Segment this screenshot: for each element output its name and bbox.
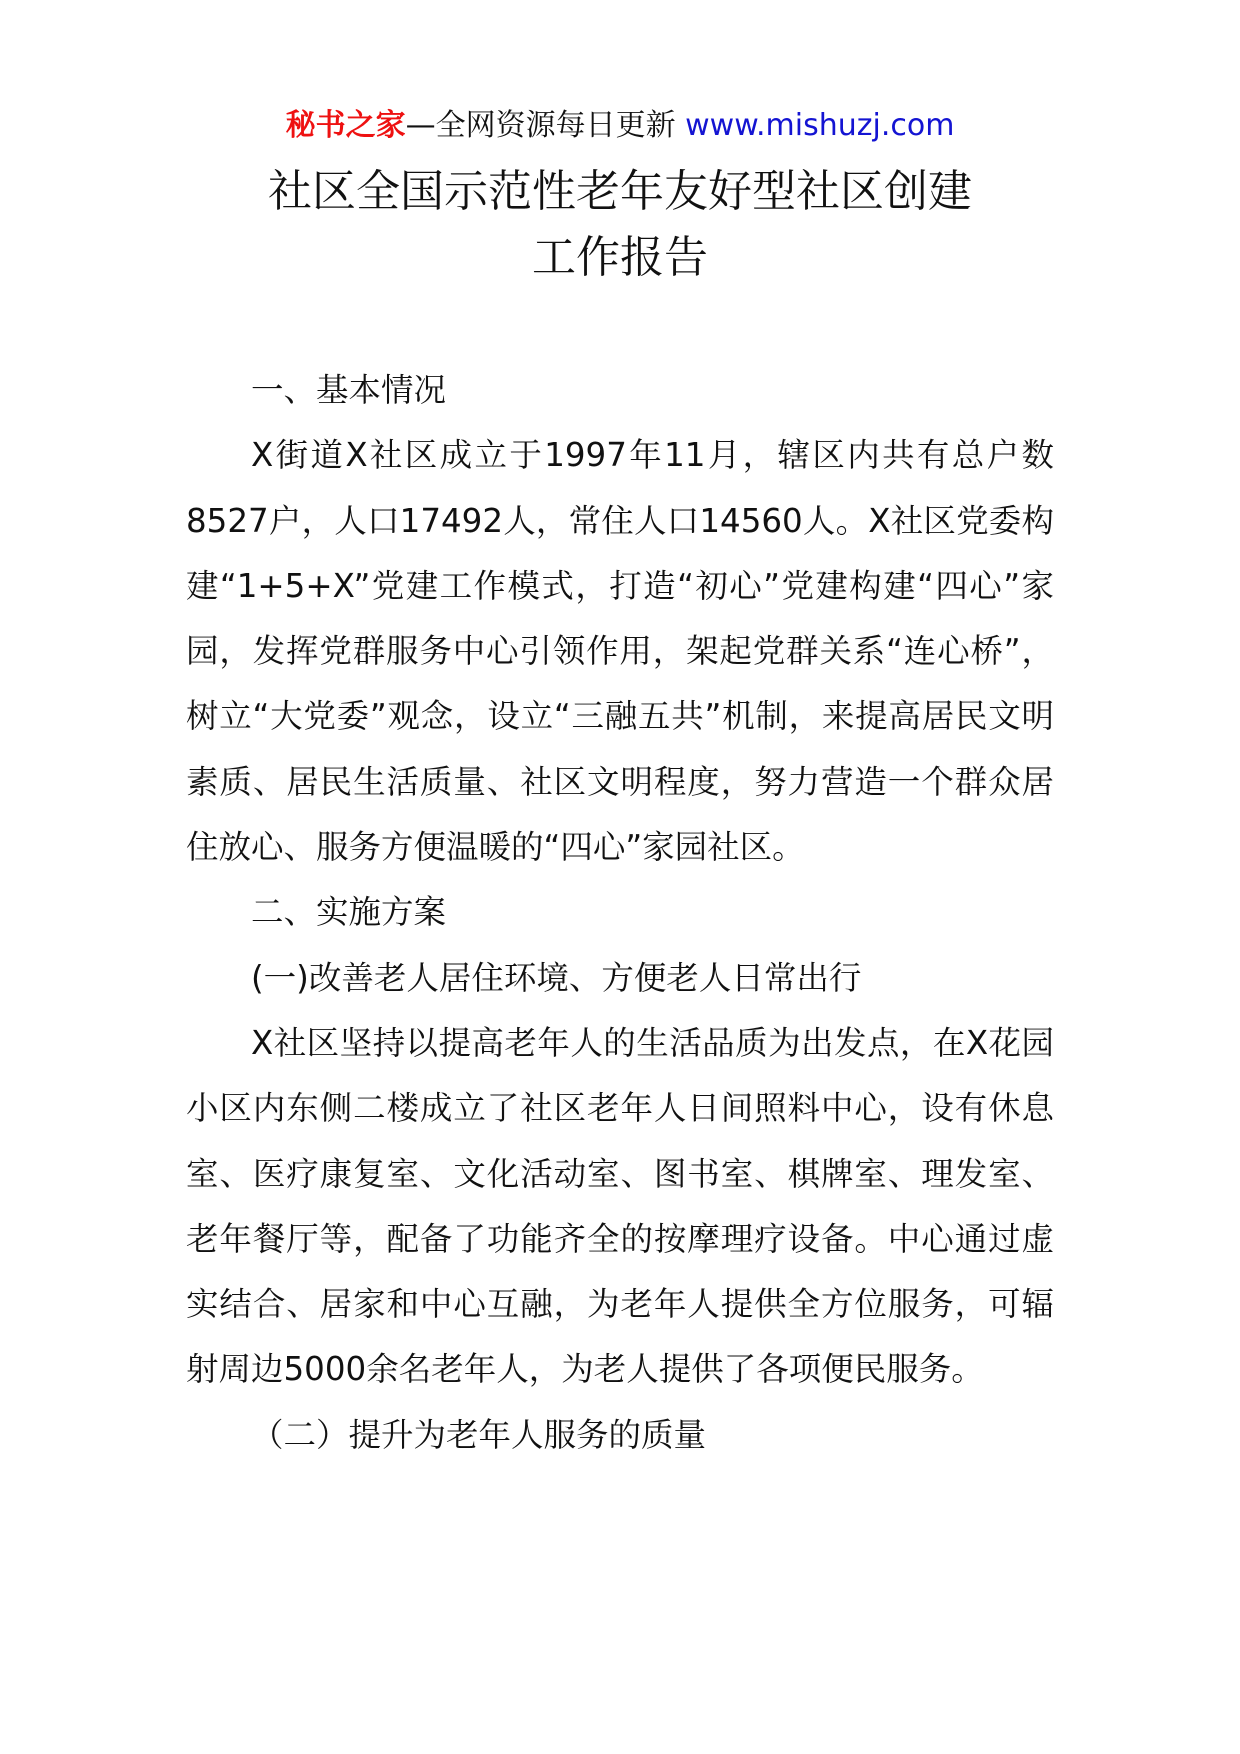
document-title-line-2: 工作报告 <box>532 232 708 283</box>
site-banner <box>0 104 1240 148</box>
paragraph-basic-info: X街道X社区成立于1997年11月，辖区内共有总户数8527户，人口17492人，常住人口14560人。X社区党委构建“1+5+X”党建工作模式，打造“初心”党建构建“四心”家园，发挥党群服务中心引领作用，架起党群关系“连心桥”，树立“大党委”观念，设立“三融五共”机制，来提高居民文明素质、居民生活质量、社区文明程度，努力营造一个群众居住放心、服务方便温暖的“四心”家园社区。 <box>186 436 1054 867</box>
site-url-link[interactable]: www.mishuzj.com <box>685 108 955 143</box>
section-heading-implementation-plan: 二、实施方案 <box>251 893 447 932</box>
paragraph-living-environment: X社区坚持以提高老年人的生活品质为出发点，在X花园小区内东侧二楼成立了社区老年人日间照料中心，设有休息室、医疗康复室、文化活动室、图书室、棋牌室、理发室、老年餐厅等，配备了功能齐全的按摩理疗设备。中心通过虚实结合、居家和中心互融，为老年人提供全方位服务，可辐射周边5000余名老年人，为老人提供了各项便民服务。 <box>186 1023 1054 1389</box>
subsection-heading-service-quality: （二）提升为老年人服务的质量 <box>251 1415 707 1454</box>
document-body <box>186 358 1054 1468</box>
subsection-heading-living-environment: (一)改善老人居住环境、方便老人日常出行 <box>251 958 862 997</box>
banner-tagline: —全网资源每日更新 <box>405 108 676 143</box>
section-heading-basic-info: 一、基本情况 <box>251 371 447 409</box>
document-title-line-1: 社区全国示范性老年友好型社区创建 <box>268 166 972 217</box>
brand-name: 秘书之家 <box>285 108 406 143</box>
